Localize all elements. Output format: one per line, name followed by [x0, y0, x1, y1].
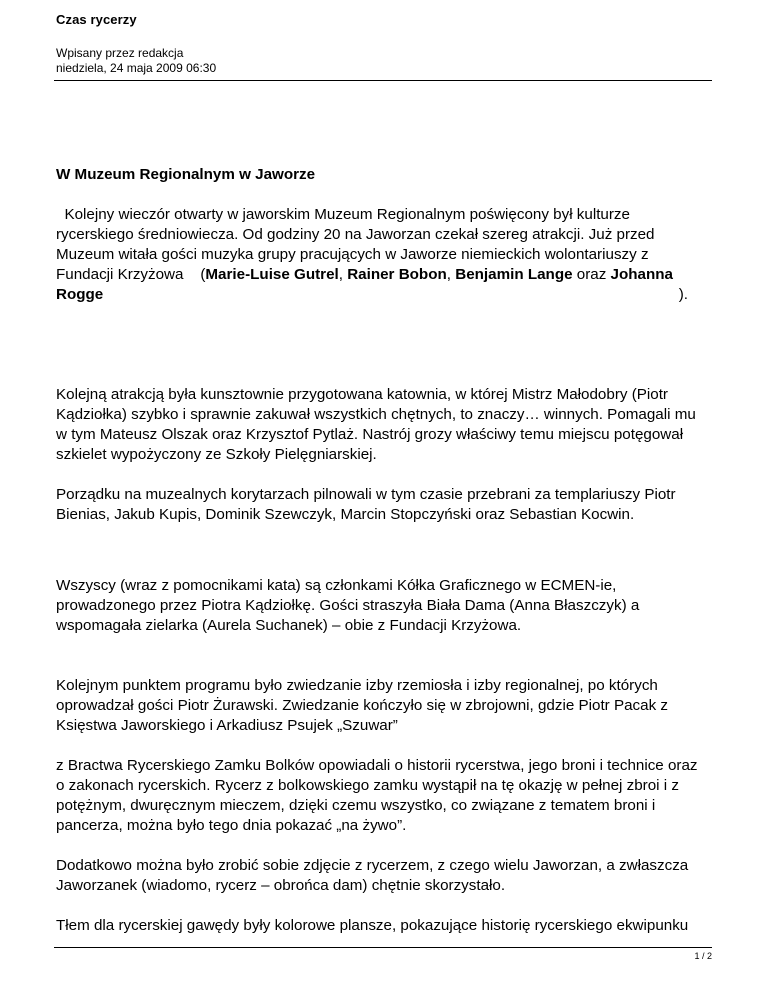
page-title: Czas rycerzy: [56, 12, 137, 27]
paragraph-zwiedzanie: Kolejnym punktem programu było zwiedzanie izby rzemiosła i izby regionalnej, po których oprowadzał gości Piotr Żurawski. Zwiedzanie kończyło się w zbrojowni, gdzie Piotr Pacak z Księstwa Jaworskiego i Arkadiusz Psujek „Szuwar”: [56, 677, 668, 734]
article-meta: [56, 46, 216, 76]
paragraph-bractwo: z Bractwa Rycerskiego Zamku Bolków opowiadali o historii rycerstwa, jego broni i technice oraz o zakonach rycerskich. Rycerz z bolkowskiego zamku wystąpił na tę okazję w pełnej zbroi i z potężnym, dwuręcznym mieczem, dzięki czemu wszystko, co związane z tematem broni i pancerza, można było tego dnia pokazać „na żywo”.: [56, 757, 698, 834]
paragraph-plansze: Tłem dla rycerskiej gawędy były kolorowe plansze, pokazujące historię rycerskiego ekwipunku: [56, 917, 689, 934]
article-heading: W Muzeum Regionalnym w Jaworze: [56, 166, 316, 183]
name-benjamin: Benjamin Lange: [455, 266, 573, 283]
paragraph-katownia: Kolejną atrakcją była kunsztownie przygotowana katownia, w której Mistrz Małodobry (Piotr Kądziołka) szybko i sprawnie zakuwał wszystkich chętnych, to znaczy… winnych. Pomagali mu w tym Mateusz Olszak oraz Krzysztof Pytlaż. Nastrój grozy właściwy temu miejscu potęgował szkielet wypożyczony ze Szkoły Pielęgniarskiej.: [56, 386, 696, 463]
intro-conj: oraz: [572, 266, 611, 283]
footer-divider: [54, 947, 712, 948]
intro-sep-2: ,: [446, 266, 456, 283]
paragraph-templariusze: Porządku na muzealnych korytarzach pilnowali w tym czasie przebrani za templariuszy Piotr Bienias, Jakub Kupis, Dominik Szewczyk, Marcin Stopczyński oraz Sebastian Kocwin.: [56, 486, 676, 523]
byline: Wpisany przez redakcja: [56, 46, 184, 60]
intro-sep-1: ,: [338, 266, 348, 283]
article-body: [56, 165, 708, 936]
name-marie-luise: Marie-Luise Gutrel: [205, 266, 339, 283]
name-rogge: Rogge: [56, 286, 104, 303]
intro-text: Kolejny wieczór otwarty w jaworskim Muzeum Regionalnym poświęcony był kulturze rycerskiego średniowiecza. Od godziny 20 na Jaworzan czekał szereg atrakcji. Już przed Muzeum witała gości muzyka grupy pracujących w Jaworze niemieckich wolontariuszy z Fundacji Krzyżowa (: [56, 206, 659, 283]
intro-close: ).: [678, 286, 688, 303]
page-number: 1 / 2: [694, 951, 712, 961]
paragraph-kolko-graficzne: Wszyscy (wraz z pomocnikami kata) są członkami Kółka Graficznego w ECMEN-ie, prowadzonego przez Piotra Kądziołkę. Gości straszyła Biała Dama (Anna Błaszczyk) a wspomagała zielarka (Aurela Suchanek) – obie z Fundacji Krzyżowa.: [56, 577, 640, 634]
header-divider: [54, 80, 712, 81]
paragraph-intro: [56, 205, 708, 305]
paragraph-zdjecie: Dodatkowo można było zrobić sobie zdjęcie z rycerzem, z czego wielu Jaworzan, a zwłaszcza Jaworzanek (wiadomo, rycerz – obrońca dam) chętnie skorzystało.: [56, 857, 689, 894]
name-johanna: Johanna: [610, 266, 673, 283]
name-rainer: Rainer Bobon: [347, 266, 447, 283]
publish-date: niedziela, 24 maja 2009 06:30: [56, 61, 217, 75]
